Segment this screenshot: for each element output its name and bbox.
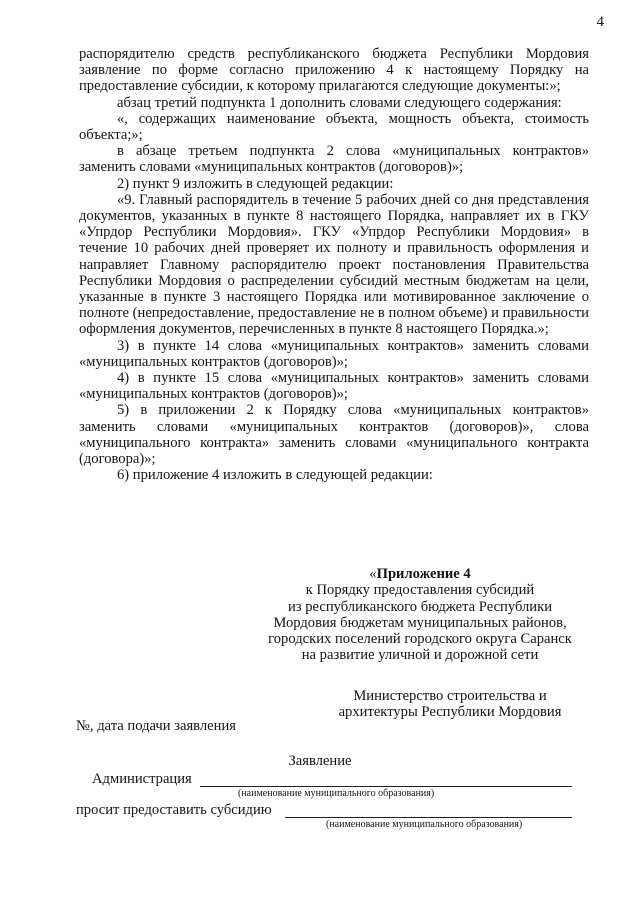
body-paragraph: «, содержащих наименование объекта, мощность объекта, стоимость объекта;»; bbox=[79, 110, 589, 144]
appendix-heading: Приложение 4 bbox=[376, 566, 471, 582]
addressee-line: архитектуры Республики Мордовия bbox=[338, 704, 562, 721]
appendix-line: Мордовия бюджетам муниципальных районов, bbox=[273, 614, 567, 631]
body-paragraph: в абзаце третьем подпункта 2 слова «муниципальных контрактов» заменить словами «муниципальных контрактов (договоров)»; bbox=[79, 143, 589, 176]
request-field-line bbox=[285, 817, 572, 818]
appendix-line: городских поселений городского округа Саранск bbox=[268, 631, 572, 648]
appendix-quote-mark: « bbox=[369, 566, 377, 582]
appendix-line: к Порядку предоставления субсидий bbox=[305, 582, 535, 599]
administration-caption: (наименование муниципального образования) bbox=[238, 788, 435, 799]
appendix-line: из республиканского бюджета Республики bbox=[287, 598, 553, 615]
addressee-block bbox=[300, 688, 600, 721]
request-caption: (наименование муниципального образования) bbox=[326, 819, 523, 830]
appendix-header bbox=[255, 566, 585, 664]
request-label: просит предоставить субсидию bbox=[76, 802, 272, 818]
page-number: 4 bbox=[596, 14, 604, 30]
application-number-label: №, дата подачи заявления bbox=[76, 718, 236, 734]
administration-label: Администрация bbox=[92, 771, 192, 787]
body-paragraph: 4) в пункте 15 слова «муниципальных контрактов» заменить словами «муниципальных контрактов (договоров)»; bbox=[79, 370, 589, 403]
body-paragraph: 3) в пункте 14 слова «муниципальных контрактов» заменить словами «муниципальных контрактов (договоров)»; bbox=[79, 337, 589, 370]
body-paragraph: абзац третий подпункта 1 дополнить словами следующего содержания: bbox=[117, 94, 562, 111]
form-title: Заявление bbox=[288, 753, 352, 769]
body-text bbox=[79, 46, 589, 483]
body-paragraph: распорядителю средств республиканского бюджета Республики Мордовия заявление по форме согласно приложению 4 к настоящему Порядку на предоставление субсидии, к которому прилагаются следующие документы:»; bbox=[79, 46, 589, 95]
body-paragraph: 2) пункт 9 изложить в следующей редакции: bbox=[117, 175, 394, 192]
appendix-line: на развитие уличной и дорожной сети bbox=[301, 647, 539, 664]
body-paragraph: 6) приложение 4 изложить в следующей редакции: bbox=[117, 467, 433, 484]
body-paragraph: «9. Главный распорядитель в течение 5 рабочих дней со дня представления документов, указанных в пункте 8 настоящего Порядка, направляет их в ГКУ «Упрдор Республики Мордовия». ГКУ «Упрдор Республики Мордовия» в течение 10 рабочих дней проверяет их полноту и правильность оформления и направляет Главному распорядителю проект постановления Правительства Республики Мордовия о распределении субсидий местным бюджетам на цели, указанные в пункте 3 настоящего Порядка или мотивированное заключение о полноте (непредоставление, предоставление не в полном объеме) и правильности оформления документов, перечисленных в пункте 8 настоящего Порядка.»; bbox=[79, 191, 589, 338]
addressee-line: Министерство строительства и bbox=[353, 688, 547, 704]
body-paragraph: 5) в приложении 2 к Порядку слова «муниципальных контрактов» заменить словами «муниципальных контрактов (договоров)», слова «муниципального контракта» заменить словами «муниципального контракта (договора)»; bbox=[79, 402, 589, 468]
administration-field-line bbox=[200, 786, 572, 787]
